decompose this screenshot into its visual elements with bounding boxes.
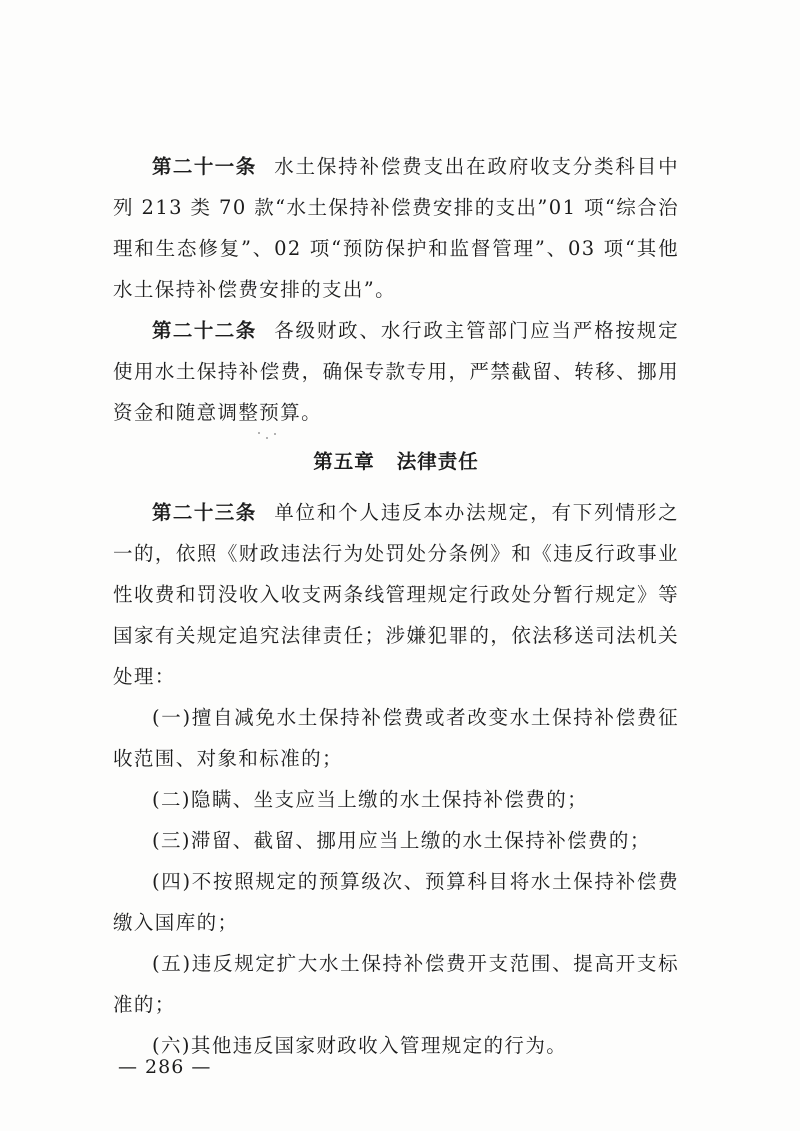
- document-body: [113, 146, 679, 1066]
- list-item: (五)违反规定扩大水土保持补偿费开支范围、提高开支标准的；: [113, 952, 679, 1016]
- scan-speck: [258, 432, 260, 434]
- page-number: — 286 —: [118, 1056, 212, 1078]
- article-22-text: 各级财政、水行政主管部门应当严格按规定使用水土保持补偿费，确保专款专用，严禁截留、转移、挪用资金和随意调整预算。: [113, 319, 679, 424]
- article-21-label: 第二十一条: [152, 155, 257, 178]
- chapter-title: 法律责任: [396, 450, 479, 473]
- scan-speck: [266, 437, 268, 439]
- list-item: (六)其他违反国家财政收入管理规定的行为。: [152, 1034, 568, 1057]
- list-item: (三)滞留、截留、挪用应当上缴的水土保持补偿费的；: [152, 829, 651, 852]
- article-23-label: 第二十三条: [152, 501, 257, 524]
- article-23-text: 单位和个人违反本办法规定，有下列情形之一的，依照《财政违法行为处罚处分条例》和《违反行政事业性收费和罚没收入收支两条线管理规定行政处分暂行规定》等国家有关规定追究法律责任；涉嫌犯罪的，依法移送司法机关处理：: [113, 501, 679, 688]
- list-item: (一)擅自减免水土保持补偿费或者改变水土保持补偿费征收范围、对象和标准的；: [113, 706, 679, 770]
- article-21-text: 水土保持补偿费支出在政府收支分类科目中列 213 类 70 款“水土保持补偿费安排的支出”01 项“综合治理和生态修复”、02 项“预防保护和监督管理”、03 项“其他水土保持补偿费安排的支出”。: [113, 155, 679, 301]
- article-22-label: 第二十二条: [152, 319, 257, 342]
- chapter-number: 第五章: [313, 450, 375, 473]
- list-item: (四)不按照规定的预算级次、预算科目将水土保持补偿费缴入国库的；: [113, 870, 679, 934]
- scan-speck: [274, 433, 276, 435]
- article-22: [113, 310, 679, 433]
- article-21: [113, 146, 679, 310]
- article-23: [113, 492, 679, 697]
- chapter-heading: [113, 441, 679, 482]
- list-item: (二)隐瞒、坐支应当上缴的水土保持补偿费的；: [152, 788, 589, 811]
